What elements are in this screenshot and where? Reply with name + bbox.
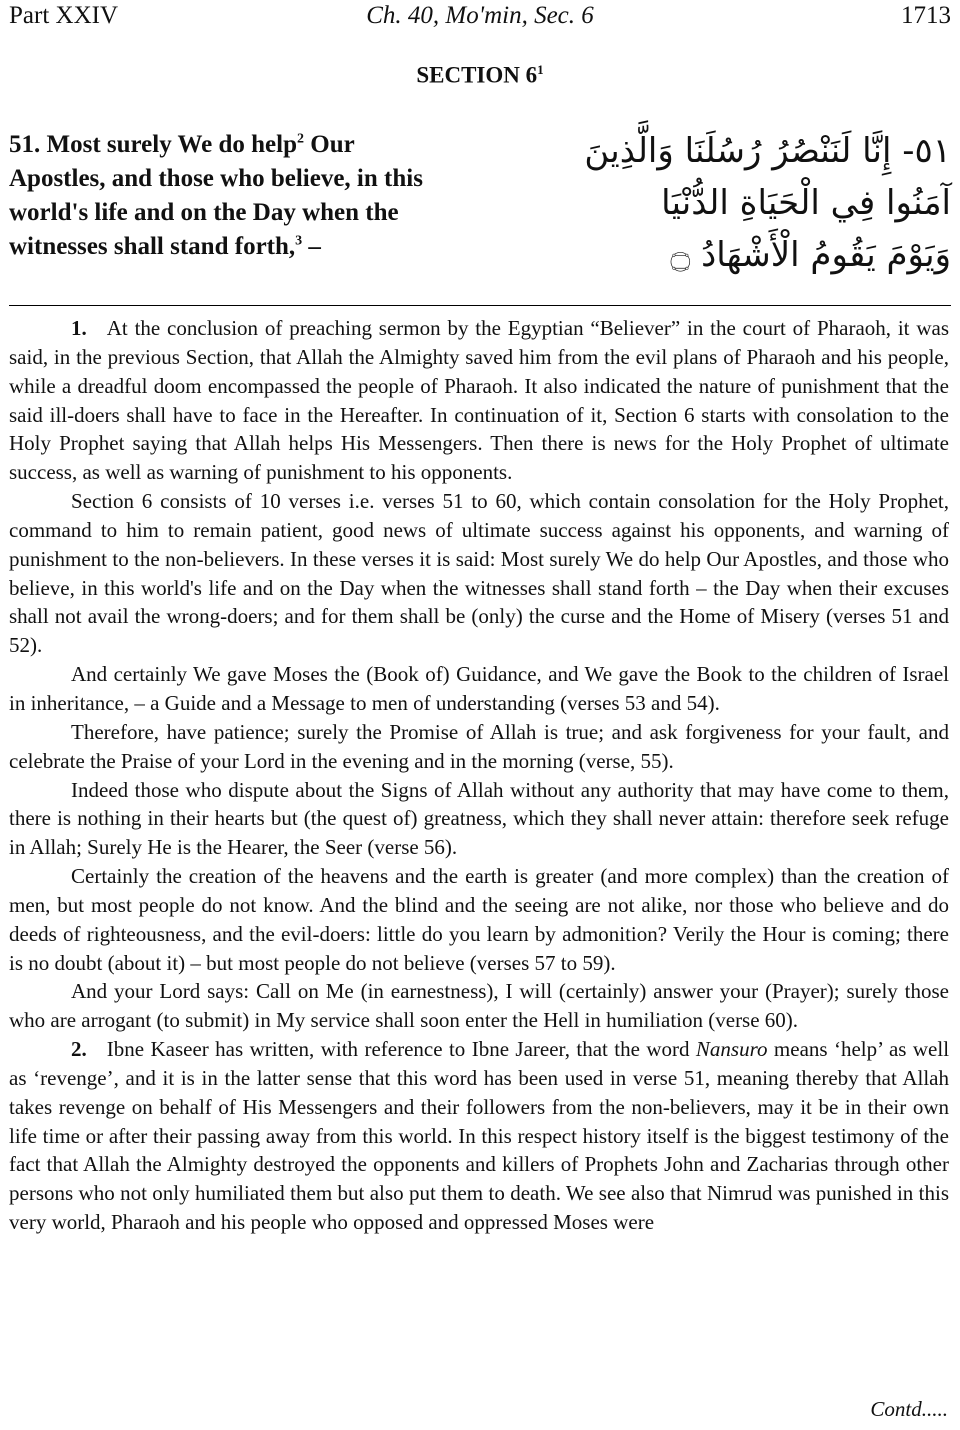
- verse-arabic: [531, 125, 951, 281]
- arabic-line: ٥١- إِنَّا لَنَنْصُرُ رُسُلَنَا وَالَّذِينَ: [584, 131, 951, 171]
- paragraph-text: Ibne Kaseer has written, with reference to Ibne Jareer, that the word: [106, 1037, 690, 1062]
- note-number: 2.: [71, 1037, 87, 1062]
- verse-text-part-b: Our Apostles, and those who believe, in this world's life and on the Day when the witnesses shall stand forth,: [9, 131, 423, 260]
- commentary-paragraph: [9, 1035, 949, 1237]
- commentary-paragraph: Certainly the creation of the heavens and the earth is greater (and more complex) than the creation of men, but most people do not know. And the blind and the seeing are not alike, nor those who believe and do deeds of righteousness, and the evil-doers: little do you learn by admonition? Verily the Hour is coming; there is no doubt (about it) – but most people do not believe (verses 57 to 59).: [9, 864, 949, 975]
- section-heading: [0, 62, 960, 89]
- note-number: 1.: [71, 316, 87, 340]
- running-head: [9, 2, 951, 36]
- divider-rule: [9, 305, 951, 306]
- verse-text-part-a: Most surely We do help: [46, 131, 297, 158]
- section-title: SECTION 6: [416, 62, 538, 88]
- commentary-paragraph: And certainly We gave Moses the (Book of) Guidance, and We gave the Book to the children of Israel in inheritance, – a Guide and a Message to men of understanding (verses 53 and 54).: [9, 662, 949, 715]
- commentary-paragraph: And your Lord says: Call on Me (in earnestness), I will (certainly) answer your (Prayer); surely those who are arrogant (to submit) in My service shall soon enter the Hell in humiliation (verse 60).: [9, 979, 949, 1033]
- part-label: Part XXIV: [9, 2, 119, 29]
- arabic-line: وَيَوْمَ يَقُومُ الْأَشْهَادُ ۝: [670, 235, 951, 275]
- commentary-paragraph: Indeed those who dispute about the Signs of Allah without any authority that may have come to them, there is nothing in their hearts but (the quest of) greatness, which they shall never attain: therefore seek refuge in Allah; Surely He is the Hearer, the Seer (verse 56).: [9, 777, 949, 860]
- italic-term: Nansuro: [695, 1037, 768, 1062]
- paragraph-text: At the conclusion of preaching sermon by the Egyptian “Believer” in the court of Pharaoh, it was said, in the previous Section, that Allah the Almighty saved him from the evil plans of Pharaoh and his people, while a dreadful doom encompassed the people of Pharaoh. It also indicated the nature of punishment that the said ill-doers shall have to face in the Hereafter. In continuation of it, Section 6 starts with consolation to the Holy Prophet saying that Allah helps His Messengers. Then there is news for the Holy Prophet of ultimate success, as well as warning of punishment to his opponents.: [9, 316, 949, 485]
- chapter-label: Ch. 40, Mo'min, Sec. 6: [366, 2, 594, 29]
- commentary-paragraph: Section 6 consists of 10 verses i.e. verses 51 to 60, which contain consolation for the Holy Prophet, command to him to remain patient, good news of ultimate success against his opponents, and warning of punishment to the non-believers. In these verses it is said: Most surely We do help Our Apostles, and those who believe, in this world's life and on the Day when the witnesses shall stand forth – the Day when their excuses shall not avail the wrong-doers; and for them shall be (only) the curse and the Home of Misery (verses 51 and 52).: [9, 489, 949, 658]
- commentary-paragraph: Therefore, have patience; surely the Promise of Allah is true; and ask forgiveness for your fault, and celebrate the Praise of your Lord in the evening and in the morning (verse, 55).: [9, 719, 949, 773]
- section-footnote-ref: 1: [537, 62, 544, 77]
- continued-note: Contd.....: [870, 1397, 948, 1421]
- verse-footnote-ref-a: 2: [297, 131, 304, 147]
- commentary-paragraph: [9, 314, 949, 487]
- page-number: 1713: [901, 2, 951, 29]
- verse-text-part-c: –: [308, 233, 321, 260]
- verse-footnote-ref-b: 3: [295, 233, 303, 249]
- verse-translation: [9, 128, 424, 264]
- paragraph-text: means ‘help’ as well as ‘revenge’, and it is in the latter sense that this word has been used in verse 51, meaning thereby that Allah takes revenge on behalf of His Messengers and their followers from the non-believers, may it be in their own life time or after their passing away from this world. In this respect history itself is the biggest testimony of the fact that Allah the Almighty destroyed the opponents and killers of Prophets John and Zacharias through other persons who not only humiliated them but also put them to death. We see also that Nimrud was punished in this very world, Pharaoh and his people who opposed and oppressed Moses were: [9, 1037, 950, 1235]
- arabic-line: آمَنُوا فِي الْحَيَاةِ الدُّنْيَا: [661, 183, 951, 223]
- commentary: [9, 314, 949, 1237]
- verse-number: 51.: [9, 131, 41, 158]
